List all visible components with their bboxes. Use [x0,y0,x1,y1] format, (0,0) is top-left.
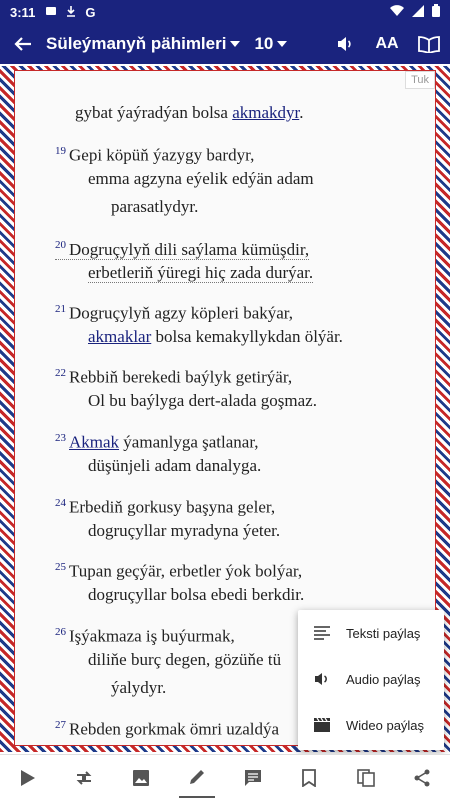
verse-number: 20 [55,239,66,251]
verse-23[interactable]: $^{23}$ Akmak ýamanlyga şatlanar, düşünjeli adam danalyga. [55,432,262,475]
highlight-button[interactable] [179,758,215,798]
repeat-icon [74,769,94,787]
verse-number: 19 [55,145,66,157]
chapter-selector[interactable] [254,34,287,54]
text-lines-icon [312,623,332,643]
verse-number: 21 [55,303,66,315]
play-button[interactable] [10,758,46,798]
word-link[interactable]: akmaklar [88,327,152,346]
share-video-item[interactable]: Wideo paýlaş [298,702,444,748]
share-audio-item[interactable]: Audio paýlaş [298,656,444,702]
audio-button[interactable] [324,24,366,64]
verse-19[interactable]: $^{19}$ Gepi köpüň ýazygy bardyr, emma agzyna eýelik edýän adam parasatlydyr. [55,145,314,216]
copy-icon [357,769,375,787]
download-icon [65,5,77,20]
bottom-toolbar [0,754,450,800]
book-title: Süleýmanyň pähimleri [46,34,227,53]
speaker-icon [312,669,332,689]
verse-number: 22 [55,367,66,379]
dropdown-arrow-icon [277,41,287,47]
signal-icon [412,5,424,20]
library-button[interactable] [408,24,450,64]
app-bar [0,24,450,64]
share-icon [413,769,431,787]
verse-21[interactable]: $^{21}$ Dogruçylyň agzy köpleri bakýar, akmaklar bolsa kemakyllykdan ölýär. [55,303,343,346]
verse-24[interactable]: $^{24}$ Erbediň gorkusy başyna geler, dogruçyllar myradyna ýeter. [55,497,281,540]
bookmark-icon [302,769,316,787]
back-button[interactable] [0,24,46,64]
repeat-button[interactable] [66,758,102,798]
dropdown-arrow-icon [230,41,240,47]
word-link[interactable]: akmakdyr [232,103,300,122]
share-button[interactable] [404,758,440,798]
font-size-icon: AA [375,35,399,52]
clapperboard-icon [312,715,332,735]
verse-26[interactable]: $^{26}$ Işýakmaza iş buýurmak, diliňe burç degen, gözüňe tü ýalydyr. [55,626,282,697]
status-bar [0,0,450,24]
battery-icon [432,4,440,20]
verse-25[interactable]: $^{25}$ Tupan geçýär, erbetler ýok bolýar, dogruçyllar bolsa ebedi berkdir. [55,561,305,604]
verse-number: 24 [55,497,66,509]
share-text-item[interactable]: Teksti paýlaş [298,610,444,656]
bookmark-button[interactable] [291,758,327,798]
comment-icon [244,769,262,787]
tuk-label[interactable]: Tuk [405,71,435,89]
verse-27[interactable]: $^{27}$ Rebden gorkmak ömri uzaldýa [55,719,280,739]
pencil-icon [188,768,206,786]
font-size-button[interactable] [366,24,408,64]
share-menu [298,610,444,750]
play-icon [20,769,36,787]
book-selector[interactable] [46,34,240,54]
verse-20[interactable]: $^{20}$ Dogruçylyň dili saýlama kümüşdir, erbetleriň ýüregi hiç zada durýar. [55,239,314,282]
verse-number: 23 [55,432,66,444]
volume-icon [336,35,354,53]
verse-number: 26 [55,626,66,638]
copy-button[interactable] [348,758,384,798]
word-link[interactable]: Akmak [69,432,120,452]
wifi-icon [390,5,404,20]
verse-fragment: gybat ýaýradýan bolsa akmakdyr. [75,103,304,122]
notification-dot-icon [45,5,57,20]
note-button[interactable] [235,758,271,798]
verse-number: 25 [55,561,66,573]
image-button[interactable] [123,758,159,798]
verse-number: 27 [55,719,66,731]
verse-22[interactable]: $^{22}$ Rebbiň berekedi baýlyk getirýär, Ol bu baýlyga dert-alada goşmaz. [55,367,317,410]
image-icon [132,769,150,787]
arrow-left-icon [14,35,32,53]
open-book-icon [418,35,440,53]
status-time: 3:11 [10,4,36,20]
google-icon: G [85,4,96,20]
chapter-number: 10 [254,34,274,53]
